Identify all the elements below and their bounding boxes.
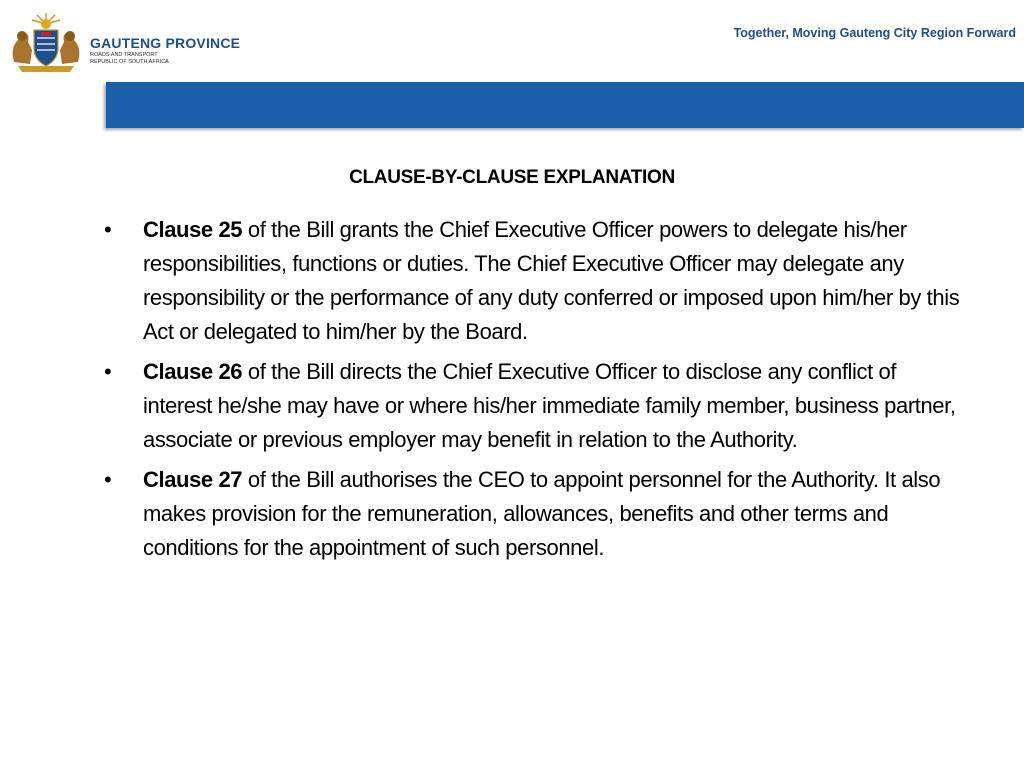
bullet-list — [104, 213, 964, 571]
clause-label: Clause 25 — [143, 217, 243, 242]
logo-title: GAUTENG PROVINCE — [90, 35, 241, 51]
bullet-item-clause-25 — [104, 213, 964, 349]
bullet-icon: • — [104, 359, 112, 384]
bullet-item-clause-27 — [104, 463, 964, 565]
clause-label: Clause 27 — [143, 467, 243, 492]
logo-subtitle-2: REPUBLIC OF SOUTH AFRICA — [90, 59, 169, 65]
header-banner — [106, 82, 1024, 128]
bullet-icon: • — [104, 217, 112, 242]
bullet-icon: • — [104, 467, 112, 492]
clause-text: of the Bill directs the Chief Executive Officer to disclose any conflict of interest he/she may have or where his/her immediate family member, business partner, associate or previous employer may benefit in relation to the Authority. — [143, 359, 956, 452]
logo-subtitle-1: ROADS AND TRANSPORT — [90, 52, 158, 58]
logo-text — [90, 36, 240, 66]
clause-label: Clause 26 — [143, 359, 243, 384]
coat-of-arms-icon — [4, 10, 88, 74]
gauteng-logo — [4, 10, 241, 74]
bullet-item-clause-26 — [104, 355, 964, 457]
clause-text: of the Bill grants the Chief Executive Officer powers to delegate his/her responsibilities, functions or duties. The Chief Executive Officer may delegate any responsibility or the performance of any duty conferred or imposed upon him/her by this Act or delegated to him/her by the Board. — [143, 217, 960, 344]
slide-title: CLAUSE-BY-CLAUSE EXPLANATION — [349, 167, 675, 188]
tagline: Together, Moving Gauteng City Region Forward — [733, 26, 1016, 40]
clause-text: of the Bill authorises the CEO to appoint personnel for the Authority. It also makes provision for the remuneration, allowances, benefits and other terms and conditions for the appointment of such personnel. — [143, 467, 941, 560]
